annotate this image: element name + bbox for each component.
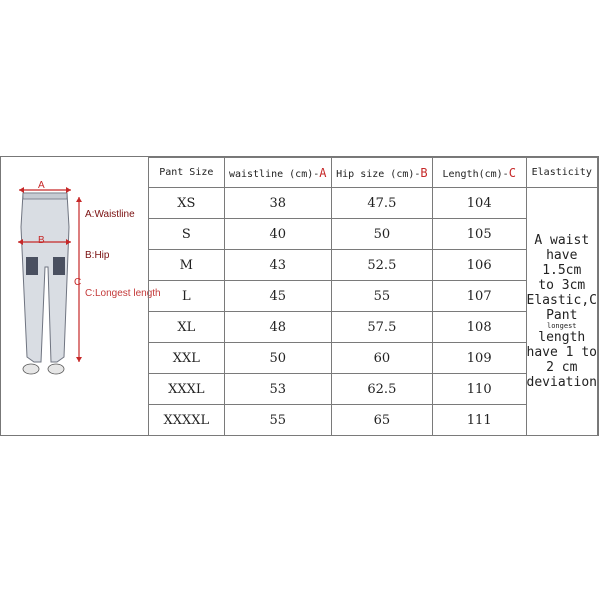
size-cell: XS <box>149 188 225 219</box>
hip-cell: 50 <box>331 219 432 250</box>
waist-cell: 48 <box>224 312 331 343</box>
size-chart-frame <box>0 156 599 436</box>
length-cell: 104 <box>432 188 526 219</box>
pants-measurement-figure <box>1 157 161 435</box>
size-cell: L <box>149 281 225 312</box>
header-length: Length(cm)-C <box>432 158 526 188</box>
waist-cell: 38 <box>224 188 331 219</box>
hip-cell: 62.5 <box>331 374 432 405</box>
size-cell: M <box>149 250 225 281</box>
waist-cell: 45 <box>224 281 331 312</box>
knee-patch-right <box>53 257 65 275</box>
header-waist: waistline (cm)-A <box>224 158 331 188</box>
length-cell: 110 <box>432 374 526 405</box>
shoe-left <box>23 364 39 374</box>
size-cell: XXL <box>149 343 225 374</box>
header-elasticity: Elasticity <box>526 158 597 188</box>
length-cell: 107 <box>432 281 526 312</box>
elasticity-note: A waist have 1.5cm to 3cm Elastic,C Pant longest length have 1 to 2 cm deviation <box>526 188 597 436</box>
hip-cell: 55 <box>331 281 432 312</box>
waistline-label: A:Waistline <box>85 209 135 220</box>
length-label: C:Longest length <box>85 288 161 299</box>
waistband <box>23 193 67 199</box>
marker-c: C <box>74 277 82 288</box>
hip-cell: 52.5 <box>331 250 432 281</box>
waist-cell: 40 <box>224 219 331 250</box>
size-cell: S <box>149 219 225 250</box>
header-size: Pant Size <box>149 158 225 188</box>
size-cell: XXXL <box>149 374 225 405</box>
size-table <box>148 157 598 436</box>
shoe-right <box>48 364 64 374</box>
hip-label: B:Hip <box>85 250 110 261</box>
length-cell: 111 <box>432 405 526 436</box>
header-hip: Hip size (cm)-B <box>331 158 432 188</box>
marker-b: B <box>38 235 45 246</box>
waist-cell: 50 <box>224 343 331 374</box>
hip-cell: 60 <box>331 343 432 374</box>
table-header-row <box>149 158 598 188</box>
hip-cell: 47.5 <box>331 188 432 219</box>
length-cell: 105 <box>432 219 526 250</box>
waist-cell: 55 <box>224 405 331 436</box>
size-cell: XL <box>149 312 225 343</box>
waist-cell: 53 <box>224 374 331 405</box>
marker-a: A <box>38 180 45 191</box>
length-cell: 106 <box>432 250 526 281</box>
length-cell: 109 <box>432 343 526 374</box>
length-cell: 108 <box>432 312 526 343</box>
knee-patch-left <box>26 257 38 275</box>
hip-cell: 65 <box>331 405 432 436</box>
pants-shape <box>21 193 69 362</box>
size-cell: XXXXL <box>149 405 225 436</box>
hip-cell: 57.5 <box>331 312 432 343</box>
waist-cell: 43 <box>224 250 331 281</box>
table-row <box>149 188 598 219</box>
